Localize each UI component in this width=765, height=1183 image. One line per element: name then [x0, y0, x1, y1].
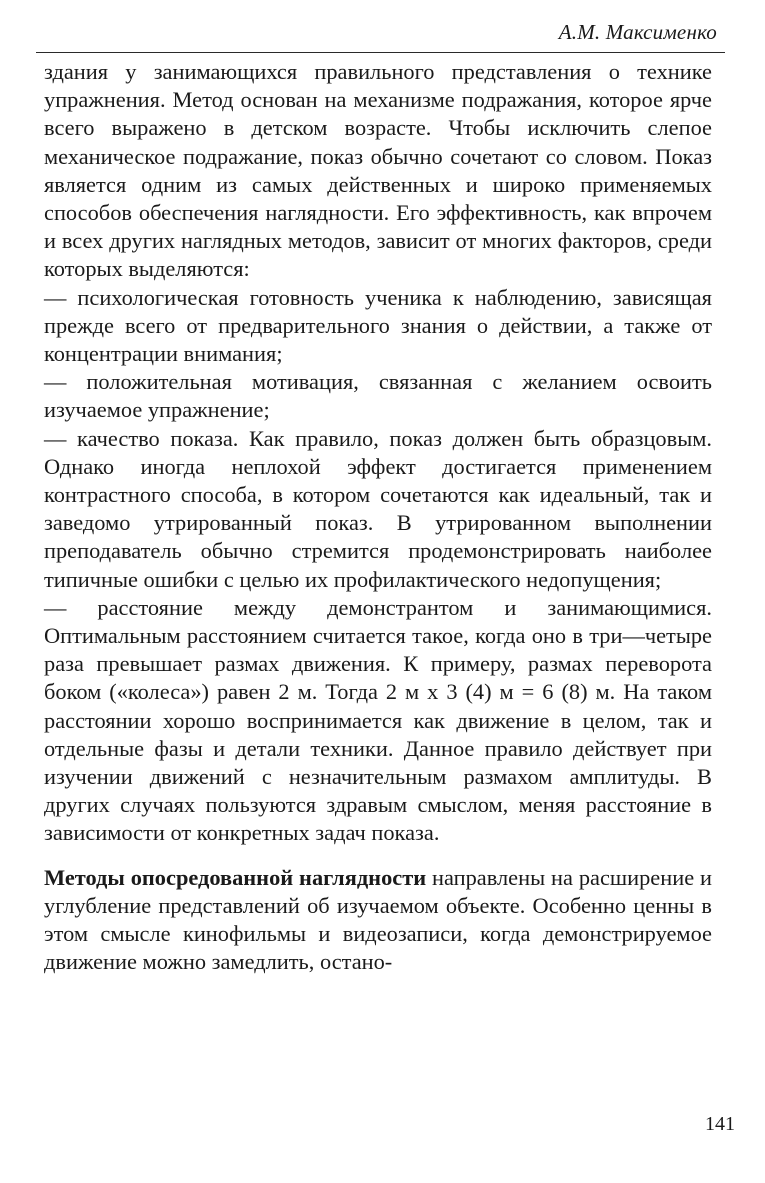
bold-term: Методы опосредованной наглядности	[44, 864, 427, 890]
running-head-author: А.М. Максименко	[558, 20, 717, 44]
list-item-distance: — расстояние между демонстрантом и занимающимися. Оптимальным расстоянием считается такое, когда оно в три—четыре раза превышает размах движения. К примеру, размах переворота боком («колеса») равен 2 м. Тогда 2 м х 3 (4) м = 6 (8) м. На таком расстоянии хорошо воспринимается как движение в целом, так и отдельные фазы и детали техники. Данное правило действует при изучении движений с незначительным размахом амплитуды. В других случаях пользуются здравым смыслом, меняя расстояние в зависимости от конкретных задач показа.	[44, 594, 712, 846]
list-item-readiness: — психологическая готовность ученика к наблюдению, зависящая прежде всего от предварительного знания о действии, а также от концентрации внимания;	[44, 284, 712, 367]
paragraph-indirect-methods	[44, 864, 712, 977]
body-text	[44, 58, 712, 977]
header-rule	[36, 52, 725, 53]
list-item-quality: — качество показа. Как правило, показ должен быть образцовым. Однако иногда неплохой эффект достигается применением контрастного способа, в котором сочетаются как идеальный, так и заведомо утрированный показ. В утрированном выполнении преподаватель обычно стремится продемонстрировать наиболее типичные ошибки с целью их профилактического недопущения;	[44, 425, 712, 592]
list-item-motivation: — положительная мотивация, связанная с желанием освоить изучаемое упражнение;	[44, 369, 712, 423]
page-number: 141	[705, 1113, 735, 1135]
paragraph-continuation: направлены на расширение и углубление представлений об изучаемом объекте. Особенно ценны в этом смысле кинофильмы и видеозаписи, когда демонстрируемое движение можно замедлить, остано-	[44, 864, 712, 975]
paragraph-1: здания у занимающихся правильного представления о технике упражнения. Метод основан на механизме подражания, которое ярче всего выражено в детском возрасте. Чтобы исключить слепое механическое подражание, показ обычно сочетают со словом. Показ является одним из самых действенных и широко применяемых способов обеспечения наглядности. Его эффективность, как впрочем и всех других наглядных методов, зависит от многих факторов, среди которых выделяются:	[44, 59, 712, 282]
